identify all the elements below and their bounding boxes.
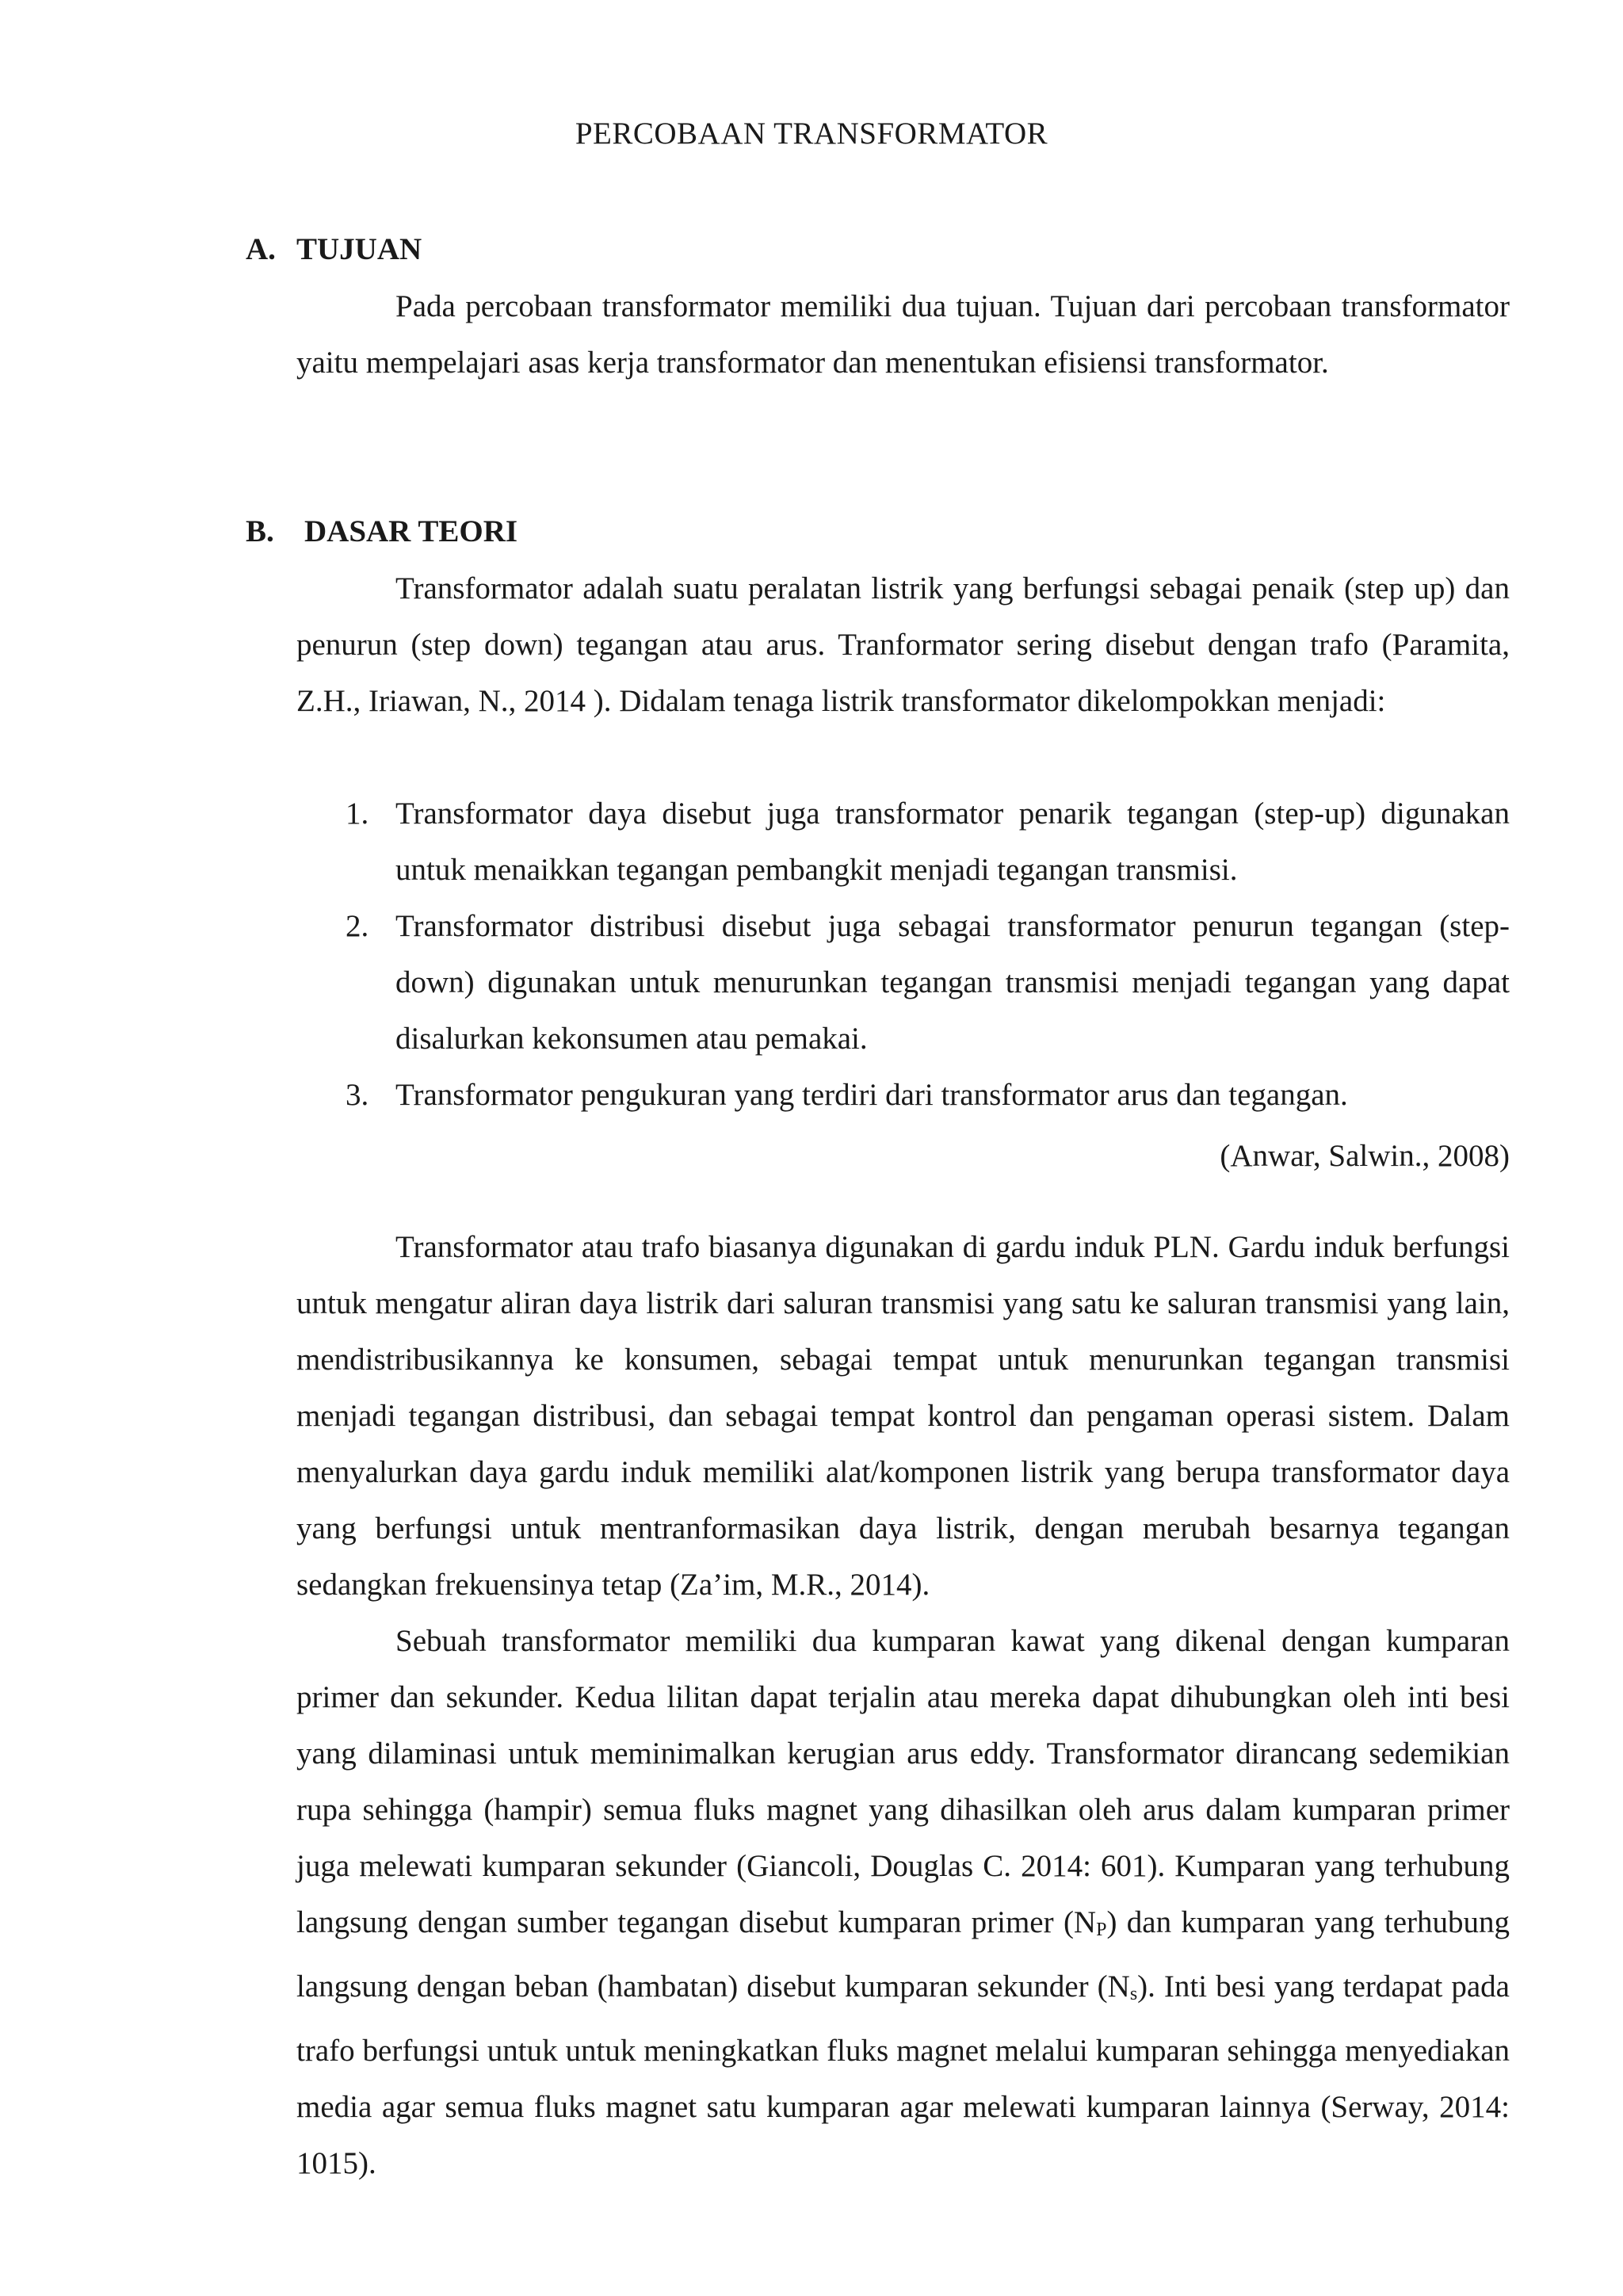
- list-item-text: Transformator daya disebut juga transformator penarik tegangan (step-up) digunakan untuk menaikkan tegangan pembangkit menjadi tegangan transmisi.: [395, 797, 1510, 887]
- page-title: PERCOBAAN TRANSFORMATOR: [575, 117, 1048, 151]
- list-item: [346, 785, 1510, 898]
- primary-subscript: P: [1096, 1920, 1107, 1940]
- list-item-text: Transformator pengukuran yang terdiri dari transformator arus dan tegangan.: [395, 1078, 1348, 1112]
- secondary-subscript: s: [1129, 1984, 1138, 2004]
- section-a-title: TUJUAN: [296, 232, 422, 266]
- paragraph-3-part-1: Sebuah transformator memiliki dua kumparan kawat yang dikenal dengan kumparan primer dan sekunder. Kedua lilitan dapat terjalin atau mereka dapat dihubungkan oleh inti besi yang dilaminasi untuk meminimalkan kerugian arus eddy. Transformator dirancang sedemikian rupa sehingga (hampir) semua fluks magnet yang dihasilkan oleh arus dalam kumparan primer juga melewati kumparan sekunder (Giancoli, Douglas C. 2014: 601). Kumparan yang terhubung langsung dengan sumber tegangan disebut kumparan primer (N: [296, 1624, 1510, 1939]
- section-a-heading: [246, 231, 422, 267]
- list-item: [346, 1067, 1510, 1123]
- transformer-types-list: [346, 785, 1510, 1123]
- section-a-paragraph: Pada percobaan transformator memiliki dua tujuan. Tujuan dari percobaan transformator yaitu mempelajari asas kerja transformator dan menentukan efisiensi transformator.: [296, 289, 1510, 380]
- list-item: [346, 898, 1510, 1067]
- list-citation: (Anwar, Salwin., 2008): [1220, 1139, 1510, 1173]
- list-item-text: Transformator distribusi disebut juga sebagai transformator penurun tegangan (step-down) digunakan untuk menurunkan tegangan transmisi menjadi tegangan yang dapat disalurkan kekonsumen atau pemakai.: [395, 909, 1510, 1056]
- section-a-letter: A.: [246, 232, 276, 266]
- paragraph-3-part-3: ). Inti besi yang terdapat pada trafo berfungsi untuk untuk meningkatkan fluks magnet melalui kumparan sehingga menyediakan media agar semua fluks magnet satu kumparan agar melewati kumparan lainnya (Serway, 2014: 1015).: [296, 1969, 1510, 2180]
- section-b-paragraph-3: [296, 1613, 1510, 2191]
- section-b-intro-paragraph: Transformator adalah suatu peralatan listrik yang berfungsi sebagai penaik (step up) dan penurun (step down) tegangan atau arus. Tranformator sering disebut dengan trafo (Paramita, Z.H., Iriawan, N., 2014 ). Didalam tenaga listrik transformator dikelompokkan menjadi:: [296, 571, 1510, 718]
- section-b-letter: B.: [246, 514, 274, 548]
- section-b-paragraph-2: Transformator atau trafo biasanya digunakan di gardu induk PLN. Gardu induk berfungsi untuk mengatur aliran daya listrik dari saluran transmisi yang satu ke saluran transmisi yang lain, mendistribusikannya ke konsumen, sebagai tempat untuk menurunkan tegangan transmisi menjadi tegangan distribusi, dan sebagai tempat kontrol dan pengaman operasi sistem. Dalam menyalurkan daya gardu induk memiliki alat/komponen listrik yang berupa transformator daya yang berfungsi untuk mentranformasikan daya listrik, dengan merubah besarnya tegangan sedangkan frekuensinya tetap (Za’im, M.R., 2014).: [296, 1230, 1510, 1602]
- list-item-number: 1.: [346, 797, 369, 831]
- paragraph-3-part-2: ) dan kumparan yang terhubung langsung dengan beban (hambatan) disebut kumparan sekunder (N: [296, 1905, 1510, 2004]
- list-item-number: 2.: [346, 909, 369, 943]
- section-b-title: DASAR TEORI: [304, 514, 518, 548]
- list-item-number: 3.: [346, 1078, 369, 1112]
- section-b-heading: [246, 514, 517, 549]
